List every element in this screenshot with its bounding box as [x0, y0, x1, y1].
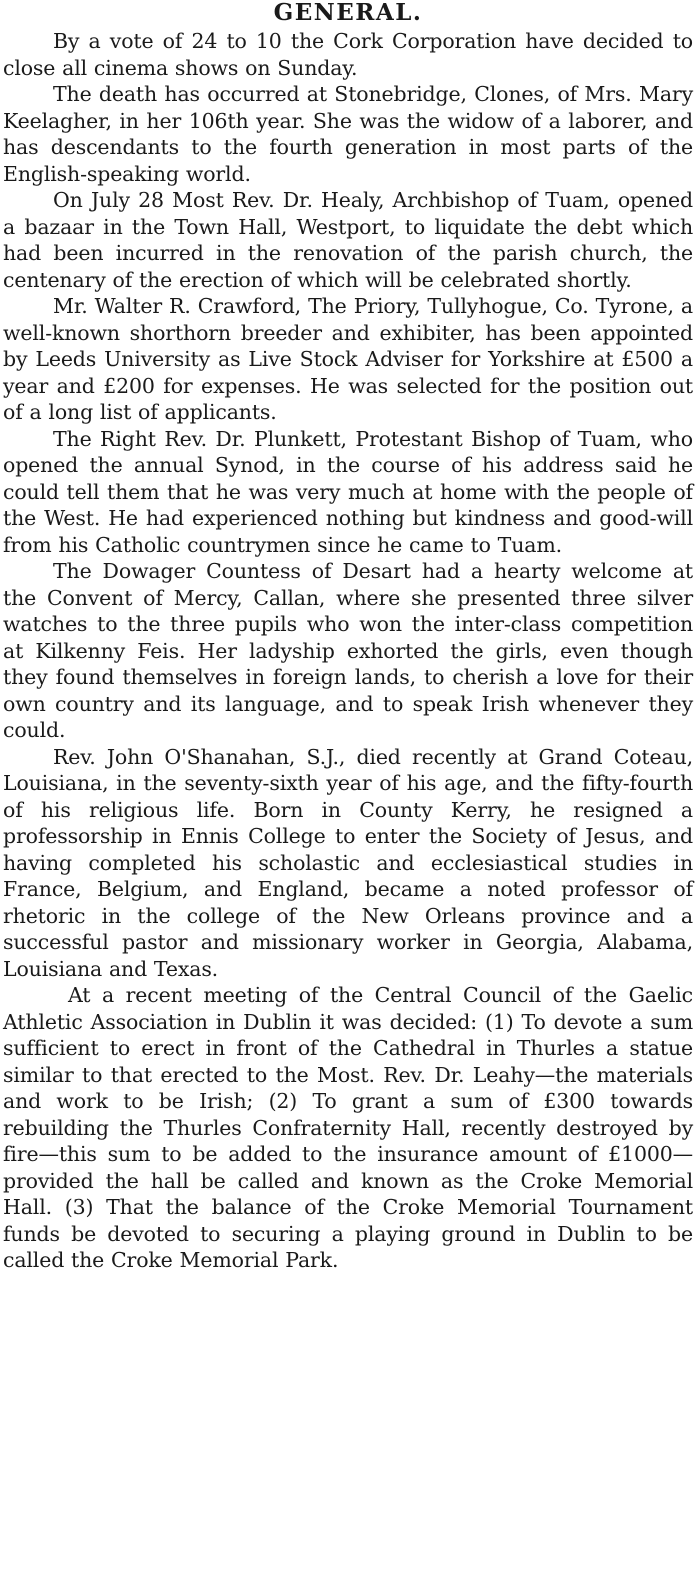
- newspaper-column: [3, 0, 693, 1274]
- news-item-desart-convent: The Dowager Countess of Desart had a hearty welcome at the Convent of Mercy, Callan, where she presented three silver watches to the three pupils who won the inter-class competition at Kilkenny Feis. Her ladyship exhorted the girls, even though they found themselves in foreign lands, to cherish a love for their own country and its language, and to speak Irish whenever they could.: [3, 559, 693, 742]
- news-item-oshanahan-obituary: Rev. John O'Shanahan, S.J., died recently at Grand Coteau, Louisiana, in the seventy-sixth year of his age, and the fifty-fourth of his religious life. Born in County Kerry, he resigned a professorship in Ennis College to enter the Society of Jesus, and having completed his scholastic and ecclesiastical studies in France, Belgium, and England, became a noted professor of rhetoric in the college of the New Orleans province and a successful pastor and missionary worker in Georgia, Alabama, Louisiana and Texas.: [3, 744, 693, 981]
- section-heading: GENERAL.: [273, 0, 423, 26]
- news-item-gaa-council: At a recent meeting of the Central Council of the Gaelic Athletic Association in Dublin it was decided: (1) To devote a sum sufficient to erect in front of the Cathedral in Thurles a statue similar to that erected to the Most. Rev. Dr. Leahy—the materials and work to be Irish; (2) To grant a sum of £300 towards rebuilding the Thurles Confraternity Hall, recently destroyed by fire—this sum to be added to the insurance amount of £1000—provided the hall be called and known as the Croke Memorial Hall. (3) That the balance of the Croke Memorial Tournament funds be devoted to securing a playing ground in Dublin to be called the Croke Memorial Park.: [3, 983, 693, 1272]
- news-item-cork-cinema: By a vote of 24 to 10 the Cork Corporation have decided to close all cinema shows on Sunday.: [3, 29, 693, 80]
- news-item-plunkett-synod: The Right Rev. Dr. Plunkett, Protestant Bishop of Tuam, who opened the annual Synod, in the course of his address said he could tell them that he was very much at home with the people of the West. He had experienced nothing but kindness and good-will from his Catholic countrymen since he came to Tuam.: [3, 426, 693, 557]
- news-item-westport-bazaar: On July 28 Most Rev. Dr. Healy, Archbishop of Tuam, opened a bazaar in the Town Hall, Westport, to liquidate the debt which had been incurred in the renovation of the parish church, the centenary of the erection of which will be celebrated shortly.: [3, 188, 693, 292]
- news-item-keelagher-death: The death has occurred at Stonebridge, Clones, of Mrs. Mary Keelagher, in her 106th year. She was the widow of a laborer, and has descendants to the fourth generation in most parts of the English-speaking world.: [3, 82, 693, 186]
- news-item-crawford-appointment: Mr. Walter R. Crawford, The Priory, Tullyhogue, Co. Tyrone, a well-known shorthorn breeder and exhibiter, has been appointed by Leeds University as Live Stock Adviser for Yorkshire at £500 a year and £200 for expenses. He was selected for the position out of a long list of applicants.: [3, 294, 693, 424]
